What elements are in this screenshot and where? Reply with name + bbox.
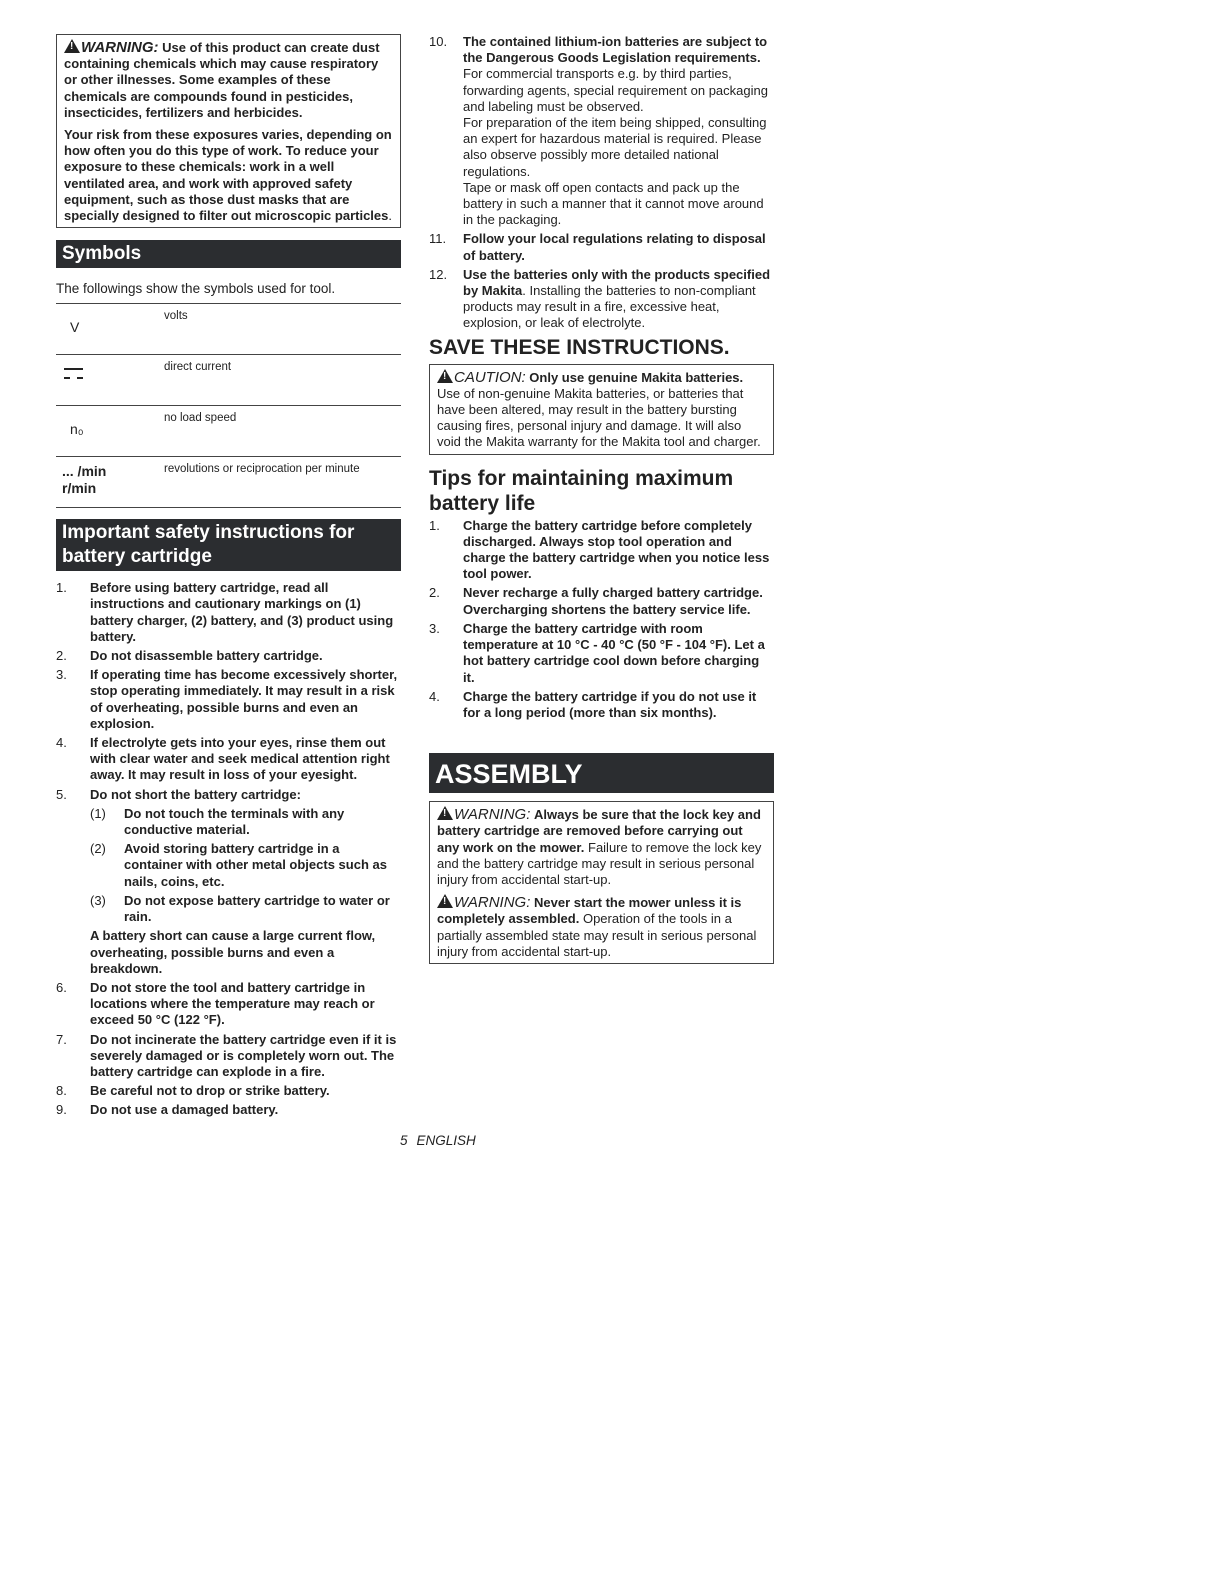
list-item: 4. If electrolyte gets into your eyes, rinse them out with clear water and seek medical attention right away. It may result in loss of your eyesight. — [56, 735, 390, 783]
caution-label: CAUTION: — [454, 368, 526, 386]
footer-language: ENGLISH — [416, 1133, 476, 1148]
list-item: 12. Use the batteries only with the products specified by Makita. Installing the batteries to non-compliant products may result in a fire, excessive heat, explosion, or leak of electrolyte. — [429, 266, 771, 331]
warning-triangle-icon — [437, 894, 453, 908]
list-item: 1. Before using battery cartridge, read all instructions and cautionary markings on (1) battery charger, (2) battery, and (3) product using battery. — [56, 580, 394, 644]
list-item: 6. Do not store the tool and battery cartridge in locations where the temperature may reach or exceed 50 °C (122 °F). — [56, 979, 375, 1028]
warning-text: Use of this product can create dust containing chemicals which may cause respiratory or other illnesses. Some examples of these chemicals are compounds found in pesticides, insecticides, fertilizers and herbicides. — [64, 40, 380, 120]
right-column — [429, 34, 774, 964]
warning-triangle-icon — [437, 806, 453, 820]
symbols-table — [56, 303, 401, 508]
direct-current-icon — [64, 368, 83, 379]
list-item: 3. Charge the battery cartridge with room temperature at 10 °C - 40 °C (50 °F - 104 °F). Let a hot battery cartridge cool down before charging it. — [429, 620, 765, 685]
list-item: 10. The contained lithium-ion batteries are subject to the Dangerous Goods Legislation requirements. For commercial transports e.g. by third parties, forwarding agents, special requirement on packaging and labeling must be observed. For preparation of the item being shipped, consulting an expert for hazardous material is required. Please also observe possibly more detailed national regulations. Tape or mask off open contacts and pack up the battery in such a manner that it cannot move around in the packaging. — [429, 34, 768, 228]
page-number: 5 — [400, 1133, 408, 1148]
dust-warning-box: !WARNING: Use of this product can create dust containing chemicals which may cause respiratory or other illnesses. Some examples of these chemicals are compounds found in pesticides, insecticides, fertilizers and herbicides. Your risk from these exposures varies, depending on how often you do this type of work. To reduce your exposure to these chemicals: work in a well ventilated area, and work with approved safety equipment, such as those dust masks that are specially designed to filter out microscopic particles. — [56, 34, 401, 228]
list-item: 7. Do not incinerate the battery cartridge even if it is severely damaged or is completely worn out. The battery cartridge can explode in a fire. — [56, 1031, 397, 1079]
assembly-warning-box: !WARNING: Always be sure that the lock key and battery cartridge are removed before carrying out any work on the mower. Failure to remove the lock key and the battery cartridge may result in serious personal injury from accidental start-up. !WARNING: Never start the mower unless it is completely assembled. Operation of the tools in a partially assembled state may result in serious personal injury from accidental start-up. — [429, 801, 774, 964]
symbol-desc: revolutions or reciprocation per minute — [164, 457, 401, 508]
symbol-per-minute: ... /min r/min — [62, 463, 107, 497]
caution-box: !CAUTION: Only use genuine Makita batteries. Use of non-genuine Makita batteries, or batteries that have been altered, may result in the battery bursting causing fires, personal injury and damage. It will also void the Makita warranty for the Makita tool and charger. — [429, 364, 774, 455]
symbol-row — [56, 355, 401, 406]
warning-label: WARNING: — [454, 894, 531, 912]
tips-list — [429, 518, 774, 721]
page-footer — [400, 1133, 476, 1148]
symbol-desc: volts — [164, 304, 401, 355]
list-item: 8. Be careful not to drop or strike battery. — [56, 1083, 330, 1099]
sub-item: (2) Avoid storing battery cartridge in a container with other metal objects such as nails, coins, etc. — [90, 841, 387, 889]
list-item: 2. Do not disassemble battery cartridge. — [56, 648, 323, 664]
list-item: 5. Do not short the battery cartridge: (1) Do not touch the terminals with any conductive material. (2) Avoid storing battery cartridge in a container with other metal objects such as nails, coins, etc. (3) Do not expose battery cartridge to water or rain. A battery short can cause a large current flow, overheating, possible burns and even a breakdown. — [56, 787, 401, 977]
list-item: 3. If operating time has become excessively shorter, stop operating immediately. It may result in a risk of overheating, possible burns and even an explosion. — [56, 667, 398, 731]
symbol-row — [56, 304, 401, 355]
safety-list — [56, 580, 401, 1118]
short-circuit-note: A battery short can cause a large current flow, overheating, possible burns and even a breakdown. — [90, 928, 376, 976]
symbol-no-load-speed: n₀ — [70, 421, 84, 438]
list-item: 1. Charge the battery cartridge before completely discharged. Always stop tool operation and charge the battery cartridge when you notice less tool power. — [429, 517, 770, 582]
sub-item: (1) Do not touch the terminals with any conductive material. — [90, 805, 345, 838]
warning-triangle-icon — [64, 39, 80, 53]
symbol-volts: V — [70, 319, 80, 336]
symbol-desc: direct current — [164, 355, 401, 406]
list-item: 4. Charge the battery cartridge if you do not use it for a long period (more than six months). — [429, 688, 757, 720]
caution-triangle-icon — [437, 369, 453, 383]
safety-heading: Important safety instructions for battery cartridge — [56, 519, 401, 571]
list-item: 11. Follow your local regulations relating to disposal of battery. — [429, 231, 766, 263]
symbol-desc: no load speed — [164, 406, 401, 457]
assembly-heading: ASSEMBLY — [429, 753, 774, 793]
warning-label: WARNING: — [81, 39, 159, 56]
left-column — [56, 34, 401, 1122]
safety-list-continued — [429, 34, 774, 332]
symbol-row — [56, 406, 401, 457]
sub-item: (3) Do not expose battery cartridge to water or rain. — [90, 892, 390, 925]
warning-text-2: Your risk from these exposures varies, depending on how often you do this type of work. To reduce your exposure to these chemicals: work in a well ventilated area, and work with approved safety equipment, such as those dust masks that are specially designed to filter out microscopic particles — [64, 127, 392, 224]
list-item: 2. Never recharge a fully charged battery cartridge. Overcharging shortens the battery service life. — [429, 585, 763, 617]
save-instructions-heading: SAVE THESE INSTRUCTIONS. — [429, 335, 730, 359]
warning-label: WARNING: — [454, 806, 531, 824]
tips-heading: Tips for maintaining maximum battery life — [429, 466, 734, 515]
symbols-intro: The followings show the symbols used for tool. — [56, 281, 336, 297]
list-item: 9. Do not use a damaged battery. — [56, 1102, 279, 1118]
symbol-row — [56, 457, 401, 508]
symbols-heading: Symbols — [56, 240, 401, 268]
